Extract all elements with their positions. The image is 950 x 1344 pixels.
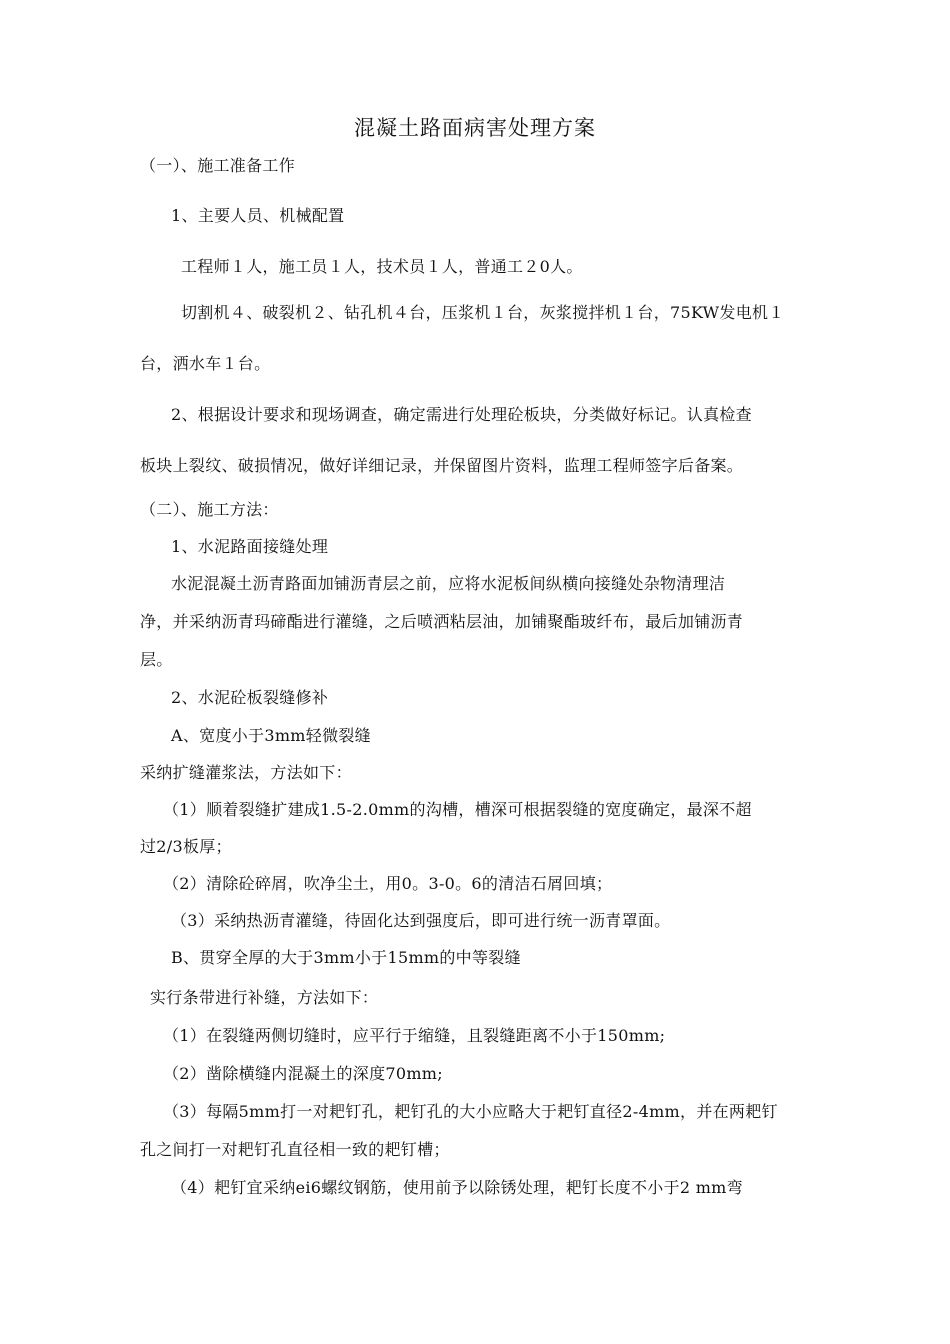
paragraph-line: （1）顺着裂缝扩建成1.5-2.0mm的沟槽，槽深可根据裂缝的宽度确定，最深不超 (163, 800, 752, 819)
paragraph-line: 2、根据设计要求和现场调查，确定需进行处理砼板块，分类做好标记。认真检查 (171, 405, 752, 424)
section-heading-1: （一）、施工准备工作 (140, 156, 296, 175)
subsection-heading: 1、主要人员、机械配置 (171, 206, 345, 225)
paragraph-line: A、宽度小于3mm轻微裂缝 (171, 726, 371, 745)
paragraph-line: 净，并采纳沥青玛碲酯进行灌缝，之后喷洒粘层油，加铺聚酯玻纤布，最后加铺沥青 (140, 612, 744, 631)
subsection-heading: 1、水泥路面接缝处理 (171, 537, 329, 556)
paragraph-line: 切割机４、破裂机２、钻孔机４台，压浆机１台，灰浆搅拌机１台，75KW发电机１ (181, 303, 785, 322)
paragraph-line: （1）在裂缝两侧切缝时，应平行于缩缝，且裂缝距离不小于150mm; (163, 1026, 666, 1045)
paragraph-line: （4）耙钉宜采纳ei6螺纹钢筋，使用前予以除锈处理，耙钉长度不小于2 mm弯 (171, 1178, 743, 1197)
paragraph-line: 实行条带进行补缝，方法如下： (150, 988, 379, 1007)
section-heading-2: （二）、施工方法： (140, 500, 279, 519)
paragraph-line: （2）清除砼碎屑，吹净尘土，用0。3-0。6的清洁石屑回填； (163, 874, 613, 893)
paragraph-line: （3）采纳热沥青灌缝，待固化达到强度后，即可进行统一沥青罩面。 (171, 911, 671, 930)
paragraph-line: 采纳扩缝灌浆法，方法如下： (140, 763, 352, 782)
document-title: 混凝土路面病害处理方案 (354, 116, 596, 140)
paragraph-line: 工程师１人，施工员１人，技术员１人，普通工２0人。 (181, 257, 583, 276)
paragraph-line: （2）凿除横缝内混凝土的深度70mm; (163, 1064, 443, 1083)
paragraph-line: 水泥混凝土沥青路面加铺沥青层之前，应将水泥板间纵横向接缝处杂物清理洁 (171, 574, 726, 593)
paragraph-line: 台，洒水车１台。 (140, 354, 271, 373)
paragraph-line: 过2/3板厚； (140, 837, 232, 856)
paragraph-line: 孔之间打一对耙钉孔直径相一致的耙钉槽； (140, 1140, 450, 1159)
paragraph-line: （3）每隔5mm打一对耙钉孔，耙钉孔的大小应略大于耙钉直径2-4mm，并在两耙钉 (163, 1102, 778, 1121)
subsection-heading: 2、水泥砼板裂缝修补 (171, 688, 329, 707)
paragraph-line: 板块上裂纹、破损情况，做好详细记录，并保留图片资料，监理工程师签字后备案。 (140, 456, 744, 475)
subsection-heading: B、贯穿全厚的大于3mm小于15mm的中等裂缝 (171, 948, 521, 967)
paragraph-line: 层。 (140, 650, 173, 669)
